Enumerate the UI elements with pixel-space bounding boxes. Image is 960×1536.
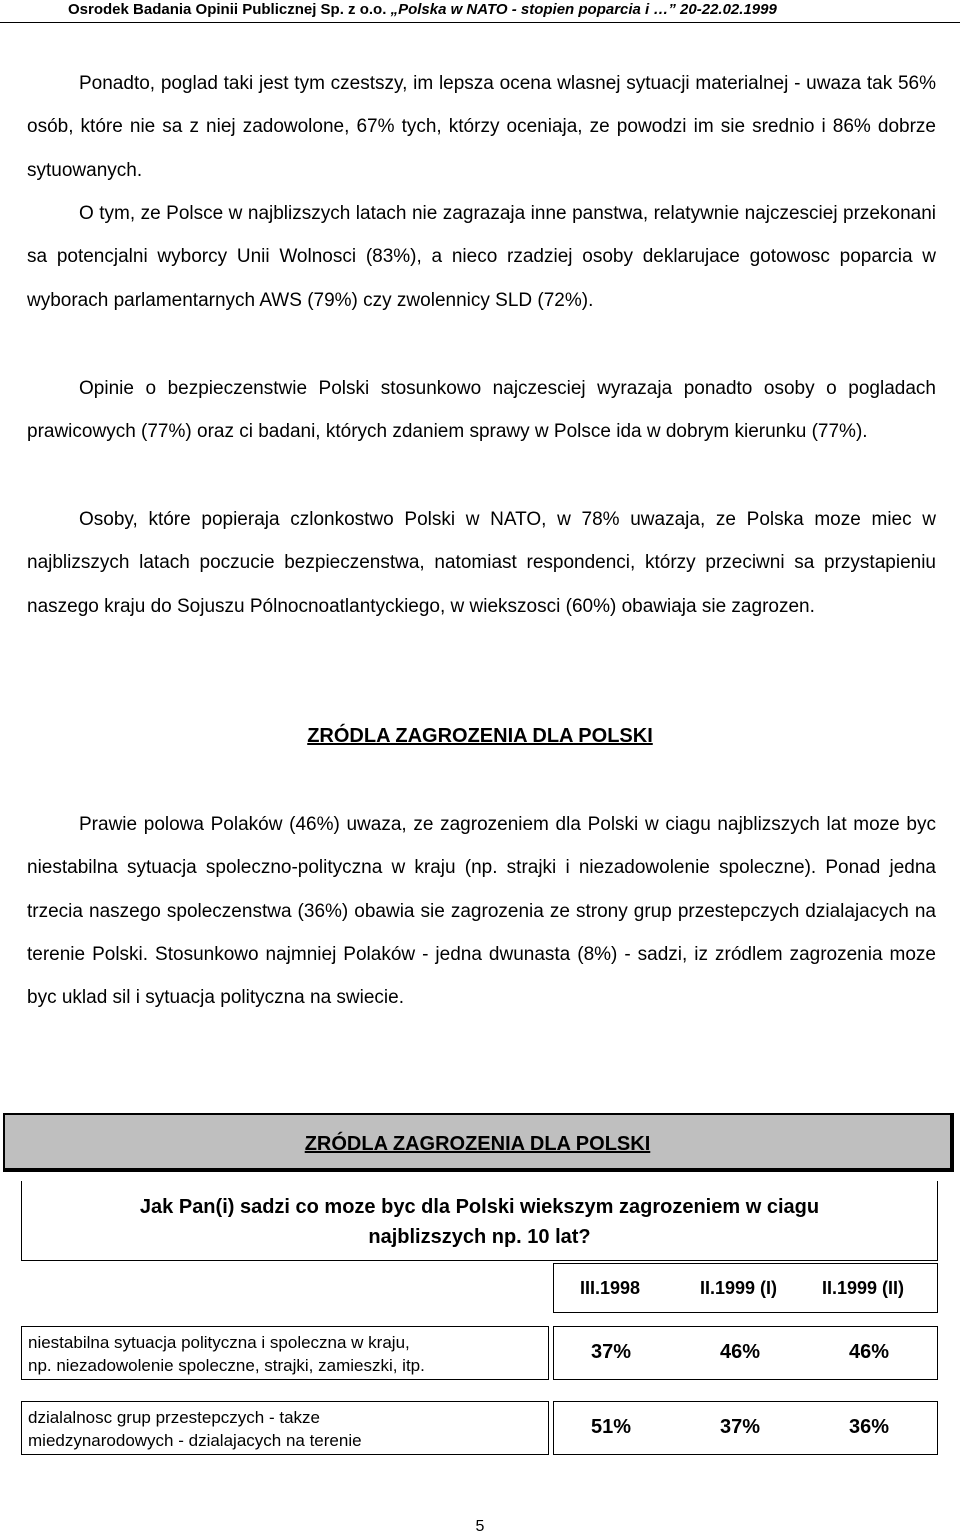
paragraph-2: O tym, ze Polsce w najblizszych latach nie zagrazaja inne panstwa, relatywnie najczesciej przekonani sa potencjalni wyborcy Unii Wolnosci (83%), a nieco rzadziej osoby deklarujace gotowosc poparcia w wyborach parlamentarnych AWS (79%) czy zwolennicy SLD (72%). (27, 203, 936, 311)
table-row-label (21, 1401, 549, 1455)
header-text (68, 1, 777, 18)
table-column-headers (553, 1263, 938, 1313)
paragraph-4: Osoby, które popieraja czlonkostwo Polski w NATO, w 78% uwazaja, ze Polska moze miec w najblizszych latach poczucie bezpieczenstwa, natomiast respondenci, którzy przeciwni sa przystapieniu naszego kraju do Sojuszu Pólnocnoatlantyckiego, w wiekszosci (60%) obawiaja sie zagrozen. (27, 509, 936, 617)
table-row-values (553, 1326, 938, 1380)
question-text (22, 1192, 937, 1252)
row-label-line: miedzynarodowych - dzialajacych na terenie (28, 1431, 362, 1450)
table-title-banner (3, 1113, 954, 1172)
row-label-line: niestabilna sytuacja polityczna i spoleczna w kraju, (28, 1333, 410, 1352)
table-row-label (21, 1326, 549, 1380)
table-cell: 37% (591, 1341, 632, 1363)
table-cell: 46% (849, 1341, 890, 1363)
table-cell: 51% (591, 1416, 632, 1438)
page-header (0, 0, 960, 23)
header-org: Osrodek Badania Opinii Publicznej Sp. z o.o. (68, 1, 387, 18)
row-label-line: dzialalnosc grup przestepczych - takze (28, 1408, 320, 1427)
row-label-line: np. niezadowolenie spoleczne, strajki, zamieszki, itp. (28, 1356, 425, 1375)
column-header: III.1998 (580, 1278, 641, 1298)
question-line-2: najblizszych np. 10 lat? (368, 1226, 591, 1248)
table-row-values (553, 1401, 938, 1455)
paragraph-1: Ponadto, poglad taki jest tym czestszy, im lepsza ocena wlasnej sytuacji materialnej - uwaza tak 56% osób, które nie sa z niej zadowolone, 67% tych, którzy oceniaja, ze powodzi im sie srednio i 86% dobrze sytuowanych. (27, 73, 936, 181)
page-number: 5 (475, 1518, 485, 1535)
table-cell: 36% (849, 1416, 890, 1438)
column-header: II.1999 (I) (700, 1278, 778, 1298)
table-cell: 37% (720, 1416, 761, 1438)
section-heading: ZRÓDLA ZAGROZENIA DLA POLSKI (307, 725, 653, 747)
table-title: ZRÓDLA ZAGROZENIA DLA POLSKI (304, 1133, 651, 1155)
question-line-1: Jak Pan(i) sadzi co moze byc dla Polski wiekszym zagrozeniem w ciagu (139, 1196, 820, 1218)
paragraph-3: Opinie o bezpieczenstwie Polski stosunkowo najczesciej wyrazaja ponadto osoby o pogladach prawicowych (77%) oraz ci badani, których zdaniem sprawy w Polsce ida w dobrym kierunku (77%). (27, 378, 936, 443)
header-report: „Polska w NATO - stopien poparcia i …” 20-22.02.1999 (390, 1, 777, 18)
table-question (21, 1181, 938, 1261)
section-paragraph: Prawie polowa Polaków (46%) uwaza, ze zagrozeniem dla Polski w ciagu najblizszych lat moze byc niestabilna sytuacja spoleczno-polityczna w kraju (np. strajki i niezadowolenie spoleczne). Ponad jedna trzecia naszego spoleczenstwa (36%) obawia sie zagrozenia ze strony grup przestepczych dzialajacych na terenie Polski. Stosunkowo najmniej Polaków - jedna dwunasta (8%) - sadzi, iz zródlem zagrozenia moze byc uklad sil i sytuacja polityczna na swiecie. (27, 814, 936, 1009)
table-cell: 46% (720, 1341, 761, 1363)
column-header: II.1999 (II) (822, 1278, 905, 1298)
